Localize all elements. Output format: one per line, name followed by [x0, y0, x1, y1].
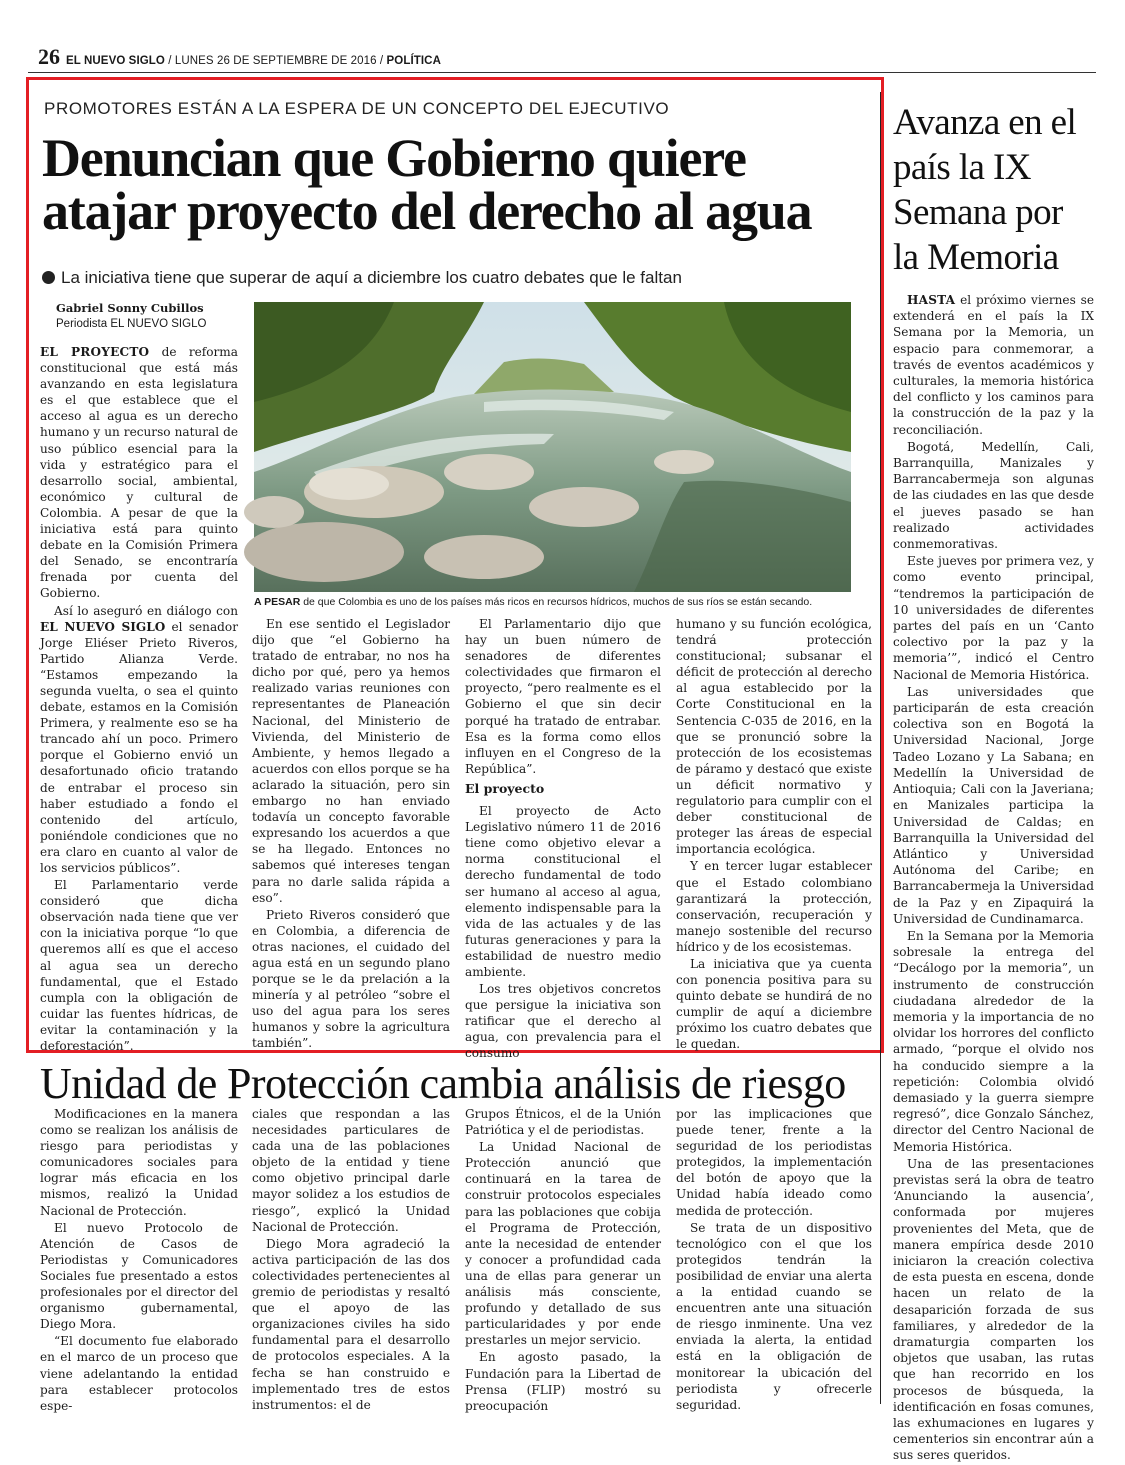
paragraph: La iniciativa que ya cuenta con ponencia positiva para su quinto debate se hundirá de no cumplir de aquí a diciembre próximo los cuatro debates que le quedan.: [676, 956, 872, 1052]
subhead: El proyecto: [465, 780, 545, 796]
deck-text: La iniciativa tiene que superar de aquí a diciembre los cuatro debates que le faltan: [61, 268, 682, 287]
paragraph: humano y su función ecológica, tendrá protección constitucional; subsanar el déficit de protección al derecho al agua establecido por la Corte Constitucional en la Sentencia C-035 de 2016, en la que se pronunció sobre la protección de los ecosistemas de páramo y destacó que existe un déficit normativo y regulatorio para cumplir con el deber constitucional de proteger las áreas de especial importancia ecológica.: [676, 617, 872, 857]
paragraph: En la Semana por la Memoria sobresale la entrega del “Decálogo por la memoria”, un instrumento de construcción ciudadana alrededor de la memoria y la importancia de no olvidar los horrores del conflicto armado, “porque el olvido nos ha conducido siempre a la repetición: Colombia olvidó demasiado y la guerra siempre regresó”, dice Gonzalo Sánchez, director del Centro Nacional de Memoria Histórica.: [893, 928, 1094, 1154]
paragraph-text: el senador Jorge Eliéser Prieto Riveros, Partido Alianza Verde. “Estamos empezando la segunda vuelta, o sea el quinto debate, estamos en la Comisión Primera, y realmente eso se ha trancado ahí un poco. Primero porque el Gobierno envió un desafortunado oficio tratando de entrabar el proceso sin haber estudiado a fondo el contenido del artículo, poniéndole condiciones que no era claro en cuanto al valor de los servicios públicos”.: [40, 619, 238, 875]
river-photo: [254, 302, 851, 592]
page-folio: [38, 44, 441, 74]
article-column-2: [252, 616, 450, 1053]
paragraph: Bogotá, Medellín, Cali, Barranquilla, Manizales y Barrancabermeja son algunas de las ciudades en las que desde el jueves pasado se han realizado actividades conmemorativas.: [893, 439, 1094, 552]
folio-rule: [28, 72, 1096, 73]
paragraph: El Parlamentario verde consideró que dicha observación nada tiene que ver con la iniciativa porque “lo que queremos allí es que el acceso al agua sea un derecho fundamental, que el Estado cumpla con la obligación de cuidar las fuentes hídricas, de evitar la contaminación y la deforestación”.: [40, 878, 238, 1054]
second-column-2: [252, 1106, 450, 1414]
paragraph: El proyecto de Acto Legislativo número 11 de 2016 tiene como objetivo elevar a norma constitucional el derecho fundamental de todo ser humano al acceso al agua, elemento indispensable para la vida de las actuales y de las futuras generaciones y para la estabilidad de nuestro medio ambiente.: [465, 804, 661, 979]
paragraph: [40, 603, 238, 877]
article-headline: Denuncian que Gobierno quiere atajar proyecto del derecho al agua: [42, 128, 812, 241]
article-column-1: [40, 344, 238, 1055]
paragraph: [893, 292, 1094, 438]
paragraph: Una de las presentaciones previstas será la obra de teatro ‘Anunciando la ausencia’, conformada por mujeres provenientes del Meta, que de manera empírica desde 2010 iniciaron la creación colectiva de esta puesta en escena, donde hacen un relato de la desaparición forzada de sus familiares, y alrededor de la dramaturgia comparten los objetos que usaban, las rutas que han recorrido en los procesos de búsqueda, la identificación en fosas comunes, las exhumaciones en lugares y cementerios sin encontrar aún a sus seres queridos.: [893, 1156, 1094, 1463]
caption-text: de que Colombia es uno de los países más ricos en recursos hídricos, muchos de sus ríos se están secando.: [300, 596, 813, 608]
caption-lead: A PESAR: [254, 596, 301, 608]
section-name: POLÍTICA: [386, 55, 441, 67]
paper-name: EL NUEVO SIGLO: [66, 55, 165, 67]
second-column-1: [40, 1106, 238, 1415]
paragraph-text: de reforma constitucional que está más avanzando en esta legislatura es el que establece que el acceso al agua es un derecho humano y un recurso natural de uso público esencial para la vida y estratégico para el desarrollo social, ambiental, económico y cultural de Colombia. A pesar de que la iniciativa está para quinto debate en la Comisión Primera del Senado, se encontraría frenada por cuenta del Gobierno.: [40, 345, 238, 601]
author-role: Periodista EL NUEVO SIGLO: [56, 318, 207, 330]
article-column-3: [465, 616, 661, 1063]
photo-caption: [254, 596, 864, 609]
paragraph: En agosto pasado, la Fundación para la Libertad de Prensa (FLIP) mostró su preocupación: [465, 1350, 661, 1413]
paragraph: Se trata de un dispositivo tecnológico con el que los protegidos tendrán la posibilidad de enviar una alerta a la entidad cuando se encuentren ante una situación de riesgo inminente. Una vez enviada la alerta, la entidad está en la obligación de monitorear la ubicación del periodista y ofrecerle seguridad.: [676, 1220, 872, 1412]
paragraph: Diego Mora agradeció la activa participación de las dos colectividades pertenecientes al gremio de periodistas y resaltó que el apoyo de las organizaciones civiles ha sido fundamental para el desarrollo de protocolos especiales. A la fecha se han construido e implementado tres de estos instrumentos: el de: [252, 1236, 450, 1412]
paragraph-text: Así lo aseguró en diálogo con: [54, 603, 238, 618]
paragraph: [40, 344, 238, 602]
river-photo-illustration: [254, 302, 851, 592]
paragraph: Las universidades que participarán de esta creación colectiva son en Bogotá la Universidad Nacional, Jorge Tadeo Lozano y La Sabana; en Medellín la Universidad de Antioquia; Cali con la Javeriana; en Manizales participa la Universidad de Caldas; en Barranquilla la Universidad del Atlántico y Universidad Autónoma del Caribe; en Barrancabermeja la Universidad de la Paz y en Zipaquirá la Universidad de Cundinamarca.: [893, 684, 1094, 926]
second-headline: Unidad de Protección cambia análisis de riesgo: [40, 1059, 846, 1108]
paragraph: En ese sentido el Legislador dijo que “el Gobierno ha tratado de entrabar, no nos ha dicho por qué, pero ya hemos realizado varias reuniones con representantes de Planeación Nacional, del Ministerio de Vivienda, del Ministerio de Ambiente, y hemos llegado a acuerdos con ellos porque se ha aclarado la situación, pero sin embargo no han enviado todavía un concepto favorable expresando los acuerdos a que se ha llegado. Entonces no sabemos qué intereses tengan para no darle salida rápida a eso”.: [252, 617, 450, 905]
sidebar-headline: Avanza en el país la IX Semana por la Memoria: [893, 102, 1077, 278]
byline: [56, 300, 206, 332]
paragraph: La Unidad Nacional de Protección anunció que continuará en la tarea de construir protocolos especiales para las poblaciones que cobija el Programa de Protección, ante la necesidad de entender y conocer a profundidad cada una de ellas para generar un análisis más consciente, profundo y detallado de sus particularidades y por ende prestarles un mejor servicio.: [465, 1140, 661, 1348]
paragraph: El Parlamentario dijo que hay un buen número de senadores de diferentes colectividades que firmaron el proyecto, “pero realmente es el Gobierno el que sin decir porqué ha tratado de entrabar. Esa es la forma como ellos influyen en el Congreso de la República”.: [465, 617, 661, 776]
paragraph: ciales que respondan a las necesidades particulares de cada una de las poblaciones objeto de la entidad y tiene como objetivo principal darle mayor solidez a los estudios de riesgo”, explicó la Unidad Nacional de Protección.: [252, 1107, 450, 1234]
sidebar-body: [893, 292, 1094, 1465]
paragraph: “El documento fue elaborado en el marco de un proceso que viene adelantando la entidad para establecer protocolos espe-: [40, 1334, 238, 1413]
paragraph: El nuevo Protocolo de Atención de Casos de Periodistas y Comunicadores Sociales fue presentado a estos profesionales por el director del organismo gubernamental, Diego Mora.: [40, 1220, 238, 1332]
paragraph: Prieto Riveros consideró que en Colombia, a diferencia de otras naciones, el cuidado del agua está en un segundo plano porque se le da prelación a la minería y al petróleo “sobre el uso del agua para los seres humanos y sobre la agricultura también”.: [252, 907, 450, 1051]
second-column-3: [465, 1106, 661, 1415]
folio-meta: [66, 55, 441, 67]
article-column-4: [676, 616, 872, 1054]
paragraph: Los tres objetivos concretos que persigue la iniciativa son ratificar que el derecho al agua, con prevalencia para el consumo: [465, 982, 661, 1061]
paragraph: por las implicaciones que puede tener, frente a la seguridad de los periodistas protegidos, la implementación del botón de apoyo que la Unidad había ideado como medida de protección.: [676, 1107, 872, 1218]
paper-mention: EL NUEVO SIGLO: [40, 619, 166, 634]
paragraph: Modificaciones en la manera como se realizan los análisis de riesgo para periodistas y comunicadores sociales para lograr más eficacia en los mismos, realizó la Unidad Nacional de Protección.: [40, 1107, 238, 1218]
issue-date: / LUNES 26 DE SEPTIEMBRE DE 2016 /: [168, 55, 384, 67]
sidebar-rule: [880, 92, 881, 1404]
article-kicker: PROMOTORES ESTÁN A LA ESPERA DE UN CONCEPTO DEL EJECUTIVO: [44, 99, 670, 118]
page-number: 26: [38, 44, 60, 69]
paragraph: Este jueves por primera vez, y como evento principal, “tendremos la participación de 10 universidades de diferentes partes del país en un ‘Canto colectivo por la paz y la memoria’”, indicó el Centro Nacional de Memoria Histórica.: [893, 554, 1094, 682]
paragraph: Grupos Étnicos, el de la Unión Patriótica y el de periodistas.: [465, 1107, 661, 1138]
paragraph: Y en tercer lugar establecer que el Estado colombiano garantizará la protección, conservación, recuperación y manejo sostenible del recurso hídrico y de los ecosistemas.: [676, 859, 872, 954]
second-column-4: [676, 1106, 872, 1414]
bullet-icon: [42, 271, 55, 284]
paragraph-text: el próximo viernes se extenderá en el país la IX Semana por la Memoria, un espacio para conmemorar, a través de eventos académicos y culturales, la memoria histórica del conflicto y los caminos para la construcción de la paz y la reconciliación.: [893, 293, 1094, 437]
article-deck: [42, 268, 682, 288]
lead-in: EL PROYECTO: [40, 345, 150, 359]
lead-in: HASTA: [907, 293, 956, 307]
author-name: Gabriel Sonny Cubillos: [56, 301, 204, 315]
